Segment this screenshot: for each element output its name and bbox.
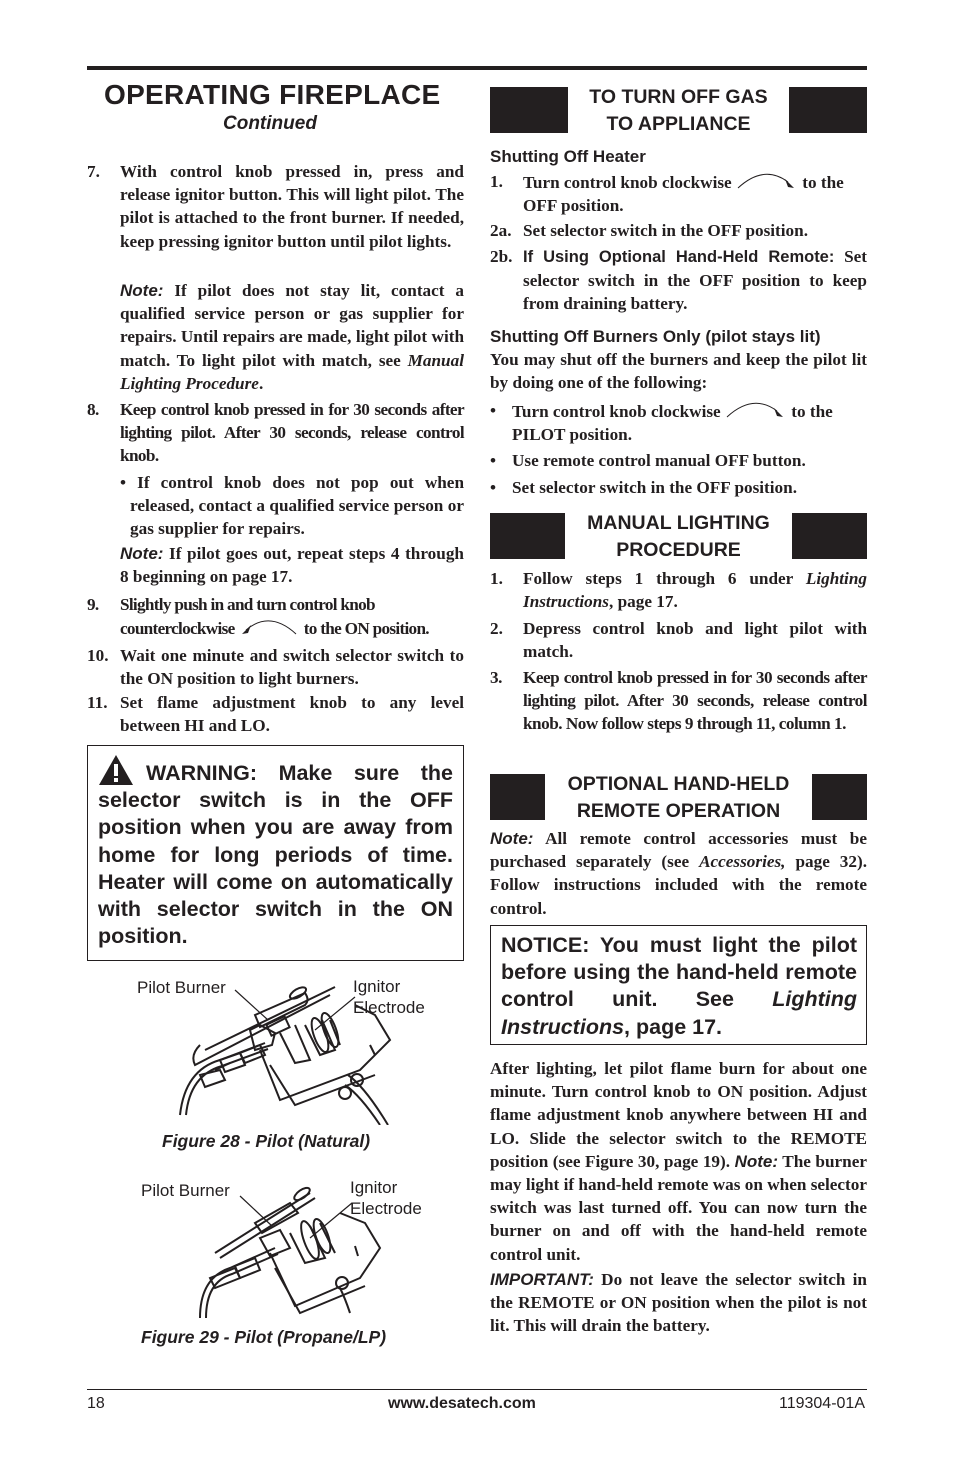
document-number: 119304-01A (779, 1395, 865, 1412)
turn-off-heading: TO TURN OFF GAS TO APPLIANCE (490, 84, 867, 138)
footer-rule (87, 1389, 867, 1390)
turn-off-step-2b: 2b. If Using Optional Hand-Held Remote: Set selector switch in the OFF position to keep from draining battery. (490, 247, 867, 314)
page-number: 18 (87, 1395, 105, 1412)
step-10: 10. Wait one minute and switch selector switch to the ON position to light burners. (87, 646, 464, 689)
bullet-selector-off: • Set selector switch in the OFF position. (490, 478, 798, 497)
manual-step-1: 1. Follow steps 1 through 6 under Lighting Instructions, page 17. (490, 569, 867, 612)
fig29-pilot-burner-label: Pilot Burner (141, 1181, 230, 1200)
fig29-ignitor-label: Ignitor (350, 1178, 398, 1197)
remote-instructions: After lighting, let pilot flame burn for about one minute. Turn control knob to ON position. Adjust flame adjustment knob anywhere between HI and LO. Slide the selector switch to the REMOTE position (see Figure 30, page 19). Note: The burner may light if hand-held remote was on when selector switch was last turned off. You can now turn the burner on and off with the hand-held remote control unit. (490, 1059, 867, 1264)
remote-note: Note: All remote control accessories must be purchased separately (see Accessories, page 32). Follow instructions included with the remote control. (490, 829, 867, 918)
step-9: 9. Slightly push in and turn control knob counterclockwise to the ON position. (87, 595, 429, 639)
clockwise-arrow-icon (736, 170, 798, 190)
website-link[interactable]: www.desatech.com (388, 1395, 536, 1412)
remote-operation-heading: OPTIONAL HAND-HELD REMOTE OPERATION (490, 771, 867, 825)
shutting-off-burners-subhead: Shutting Off Burners Only (pilot stays lit) (490, 327, 821, 346)
accessories-link[interactable]: Accessories, (699, 852, 786, 872)
important-note: IMPORTANT: Do not leave the selector switch in the REMOTE or ON position when the pilot is not lit. This will drain the battery. (490, 1270, 867, 1336)
shutting-off-intro: You may shut off the burners and keep the pilot lit by doing one of the following: (490, 350, 867, 393)
notice-box: NOTICE: You must light the pilot before using the hand-held remote control unit. See Lighting Instructions, page 17. (490, 925, 867, 1045)
fig28-ignitor-label: Ignitor (353, 977, 401, 996)
step-8-note: Note: If pilot goes out, repeat steps 4 through 8 beginning on page 17. (120, 544, 464, 587)
clockwise-arrow-icon (725, 399, 787, 419)
bullet-clockwise-pilot: • Turn control knob clockwise to the PILOT position. (490, 401, 833, 445)
turn-off-step-2a: 2a. Set selector switch in the OFF position. (490, 221, 809, 240)
fig29-electrode-label: Electrode (350, 1199, 422, 1218)
manual-lighting-link[interactable]: Manual Lighting Procedure (120, 350, 464, 393)
step-8: 8. Keep control knob pressed in for 30 seconds after lighting pilot. After 30 seconds, release control knob. (87, 400, 464, 466)
counterclockwise-arrow-icon (238, 616, 300, 636)
manual-lighting-heading: MANUAL LIGHTING PROCEDURE (490, 510, 867, 564)
shutting-off-heater-subhead: Shutting Off Heater (490, 147, 646, 166)
page-title: OPERATING FIREPLACE (104, 79, 441, 110)
pilot-propane-diagram (180, 1178, 390, 1320)
fig28-electrode-label: Electrode (353, 998, 425, 1017)
bullet-remote-off: • Use remote control manual OFF button. (490, 451, 806, 470)
step-7-note: Note: If pilot does not stay lit, contact a qualified service person or gas supplier for repairs. Until repairs are made, light pilot with match. To light pilot with match, see Manual Lighting Procedure. (120, 281, 464, 393)
warning-box (87, 745, 464, 961)
turn-off-step-1: 1. Turn control knob clockwise to the OFF position. (490, 172, 844, 216)
page-subtitle: Continued (223, 113, 317, 134)
figure-29-caption: Figure 29 - Pilot (Propane/LP) (141, 1327, 387, 1347)
lighting-instructions-link[interactable]: Lighting Instructions (523, 569, 867, 612)
pilot-natural-diagram (160, 975, 400, 1125)
manual-step-3: 3. Keep control knob pressed in for 30 seconds after lighting pilot. After 30 seconds, release control knob. Now follow steps 9 through 11, column 1. (490, 668, 867, 734)
figure-28-caption: Figure 28 - Pilot (Natural) (162, 1131, 371, 1151)
step-7: 7. With control knob pressed in, press and release ignitor button. This will light pilot. The pilot is attached to the front burner. If needed, keep pressing ignitor button until pilot lights. (87, 162, 464, 251)
warning-text: WARNING: Make sure the selector switch is in the OFF position when you are away from home for long periods of time. Heater will come on automatically with selector switch in the ON position. (98, 761, 453, 949)
step-11: 11. Set flame adjustment knob to any level between HI and LO. (87, 693, 464, 736)
step-8-bullet: • If control knob does not pop out when released, contact a qualified service person or gas supplier for repairs. (120, 473, 464, 539)
manual-step-2: 2. Depress control knob and light pilot with match. (490, 619, 867, 662)
header-rule (87, 66, 867, 70)
fig28-pilot-burner-label: Pilot Burner (137, 978, 226, 997)
notice-lighting-instructions-link[interactable]: Lighting Instructions (501, 987, 857, 1039)
